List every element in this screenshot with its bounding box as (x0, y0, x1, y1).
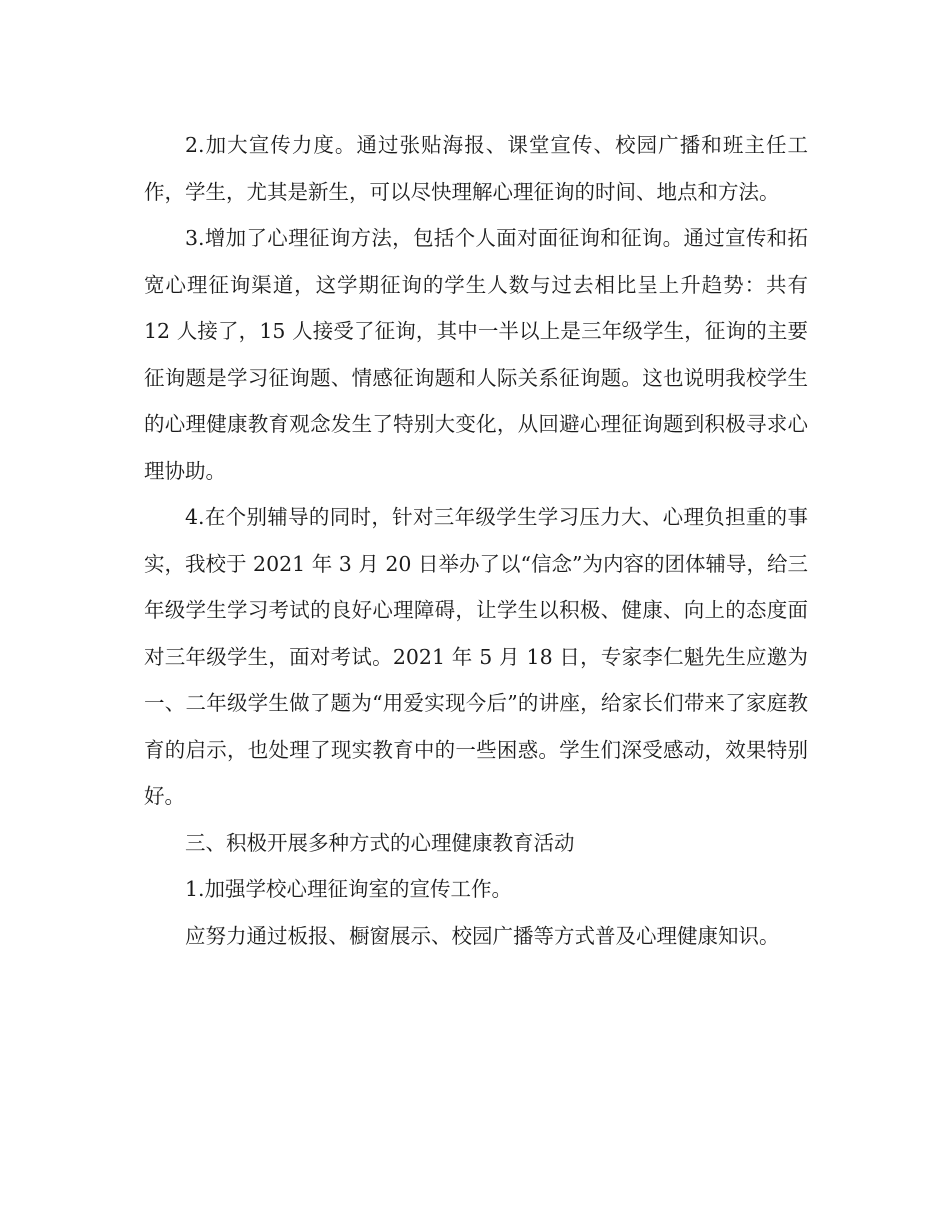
paragraph-consultation-room: 1.加强学校心理征询室的宣传工作。 (185, 877, 513, 901)
paragraph-consultation-methods: 3.增加了心理征询方法，包括个人面对面征询和征询。通过宣传和拓宽心理征询渠道，这学期征询的学生人数与过去相比呈上升趋势：共有 12 人接了，15 人接受了征询，其中一半以上是三年级学生，征询的主要征询题是学习征询题、情感征询题和人际关系征询题。这也说明我校学生的心理健康教育观念发生了特别大变化，从回避心理征询题到积极寻求心理协助。 (144, 226, 808, 483)
section-heading-activities: 三、积极开展多种方式的心理健康教育活动 (185, 830, 575, 855)
paragraph-publicity: 2.加大宣传力度。通过张贴海报、课堂宣传、校园广播和班主任工作，学生，尤其是新生，可以尽快理解心理征询的时间、地点和方法。 (144, 133, 808, 204)
paragraph-popularize-knowledge: 应努力通过板报、橱窗展示、校园广播等方式普及心理健康知识。 (185, 923, 780, 948)
paragraph-group-counseling: 4.在个别辅导的同时，针对三年级学生学习压力大、心理负担重的事实，我校于 2021 年 3 月 20 日举办了以“信念”为内容的团体辅导，给三年级学生学习考试的良好心理障碍，让学生以积极、健康、向上的态度面对三年级学生，面对考试。2021 年 5 月 18 日，专家李仁魁先生应邀为一、二年级学生做了题为“用爱实现今后”的讲座，给家长们带来了家庭教育的启示，也处理了现实教育中的一些困惑。学生们深受感动，效果特别好。 (144, 505, 808, 808)
document-body (144, 122, 808, 959)
